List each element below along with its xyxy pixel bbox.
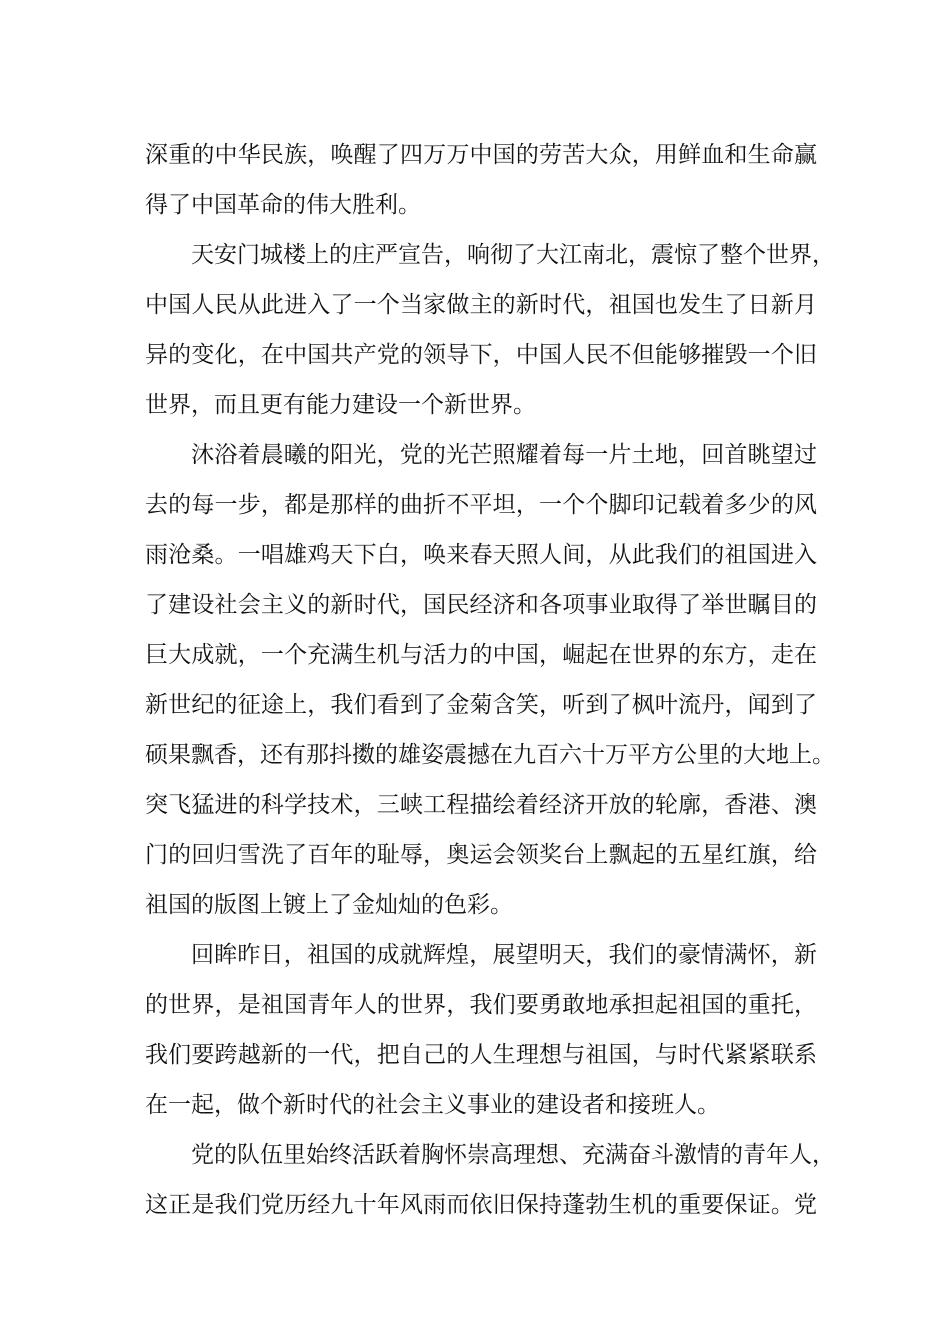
text-line: 中国人民从此进入了一个当家做主的新时代，祖国也发生了日新月 [145,292,817,318]
text-line: 门的回归雪洗了百年的耻辱，奥运会领奖台上飘起的五星红旗，给 [145,842,817,868]
document-body [145,130,835,1230]
text-line: 我们要跨越新的一代，把自己的人生理想与祖国，与时代紧紧联系 [145,1042,817,1068]
text-line: 异的变化，在中国共产党的领导下，中国人民不但能够摧毁一个旧 [145,342,817,368]
text-line: 回眸昨日，祖国的成就辉煌，展望明天，我们的豪情满怀，新 [191,942,817,968]
text-line: 党的队伍里始终活跃着胸怀崇高理想、充满奋斗激情的青年人， [191,1142,835,1168]
text-line: 天安门城楼上的庄严宣告，响彻了大江南北，震惊了整个世界， [191,242,835,268]
text-line: 雨沧桑。一唱雄鸡天下白，唤来春天照人间，从此我们的祖国进入 [145,542,817,568]
text-line: 新世纪的征途上，我们看到了金菊含笑，听到了枫叶流丹，闻到了 [145,692,817,718]
text-line: 的世界，是祖国青年人的世界，我们要勇敢地承担起祖国的重托， [145,992,817,1018]
text-line: 了建设社会主义的新时代，国民经济和各项事业取得了举世瞩目的 [145,592,817,618]
text-line: 得了中国革命的伟大胜利。 [145,192,421,218]
text-line: 沐浴着晨曦的阳光，党的光芒照耀着每一片土地，回首眺望过 [191,442,817,468]
text-line: 祖国的版图上镀上了金灿灿的色彩。 [145,892,513,918]
text-line: 这正是我们党历经九十年风雨而依旧保持蓬勃生机的重要保证。党 [145,1192,817,1218]
text-line: 巨大成就，一个充满生机与活力的中国，崛起在世界的东方，走在 [145,642,817,668]
text-line: 突飞猛进的科学技术，三峡工程描绘着经济开放的轮廓，香港、澳 [145,792,817,818]
text-line: 去的每一步，都是那样的曲折不平坦，一个个脚印记载着多少的风 [145,492,817,518]
text-line: 在一起，做个新时代的社会主义事业的建设者和接班人。 [145,1092,720,1118]
text-line: 硕果飘香，还有那抖擞的雄姿震撼在九百六十万平方公里的大地上。 [145,742,835,768]
text-line: 世界，而且更有能力建设一个新世界。 [145,392,536,418]
text-line: 深重的中华民族，唤醒了四万万中国的劳苦大众，用鲜血和生命赢 [145,142,817,168]
